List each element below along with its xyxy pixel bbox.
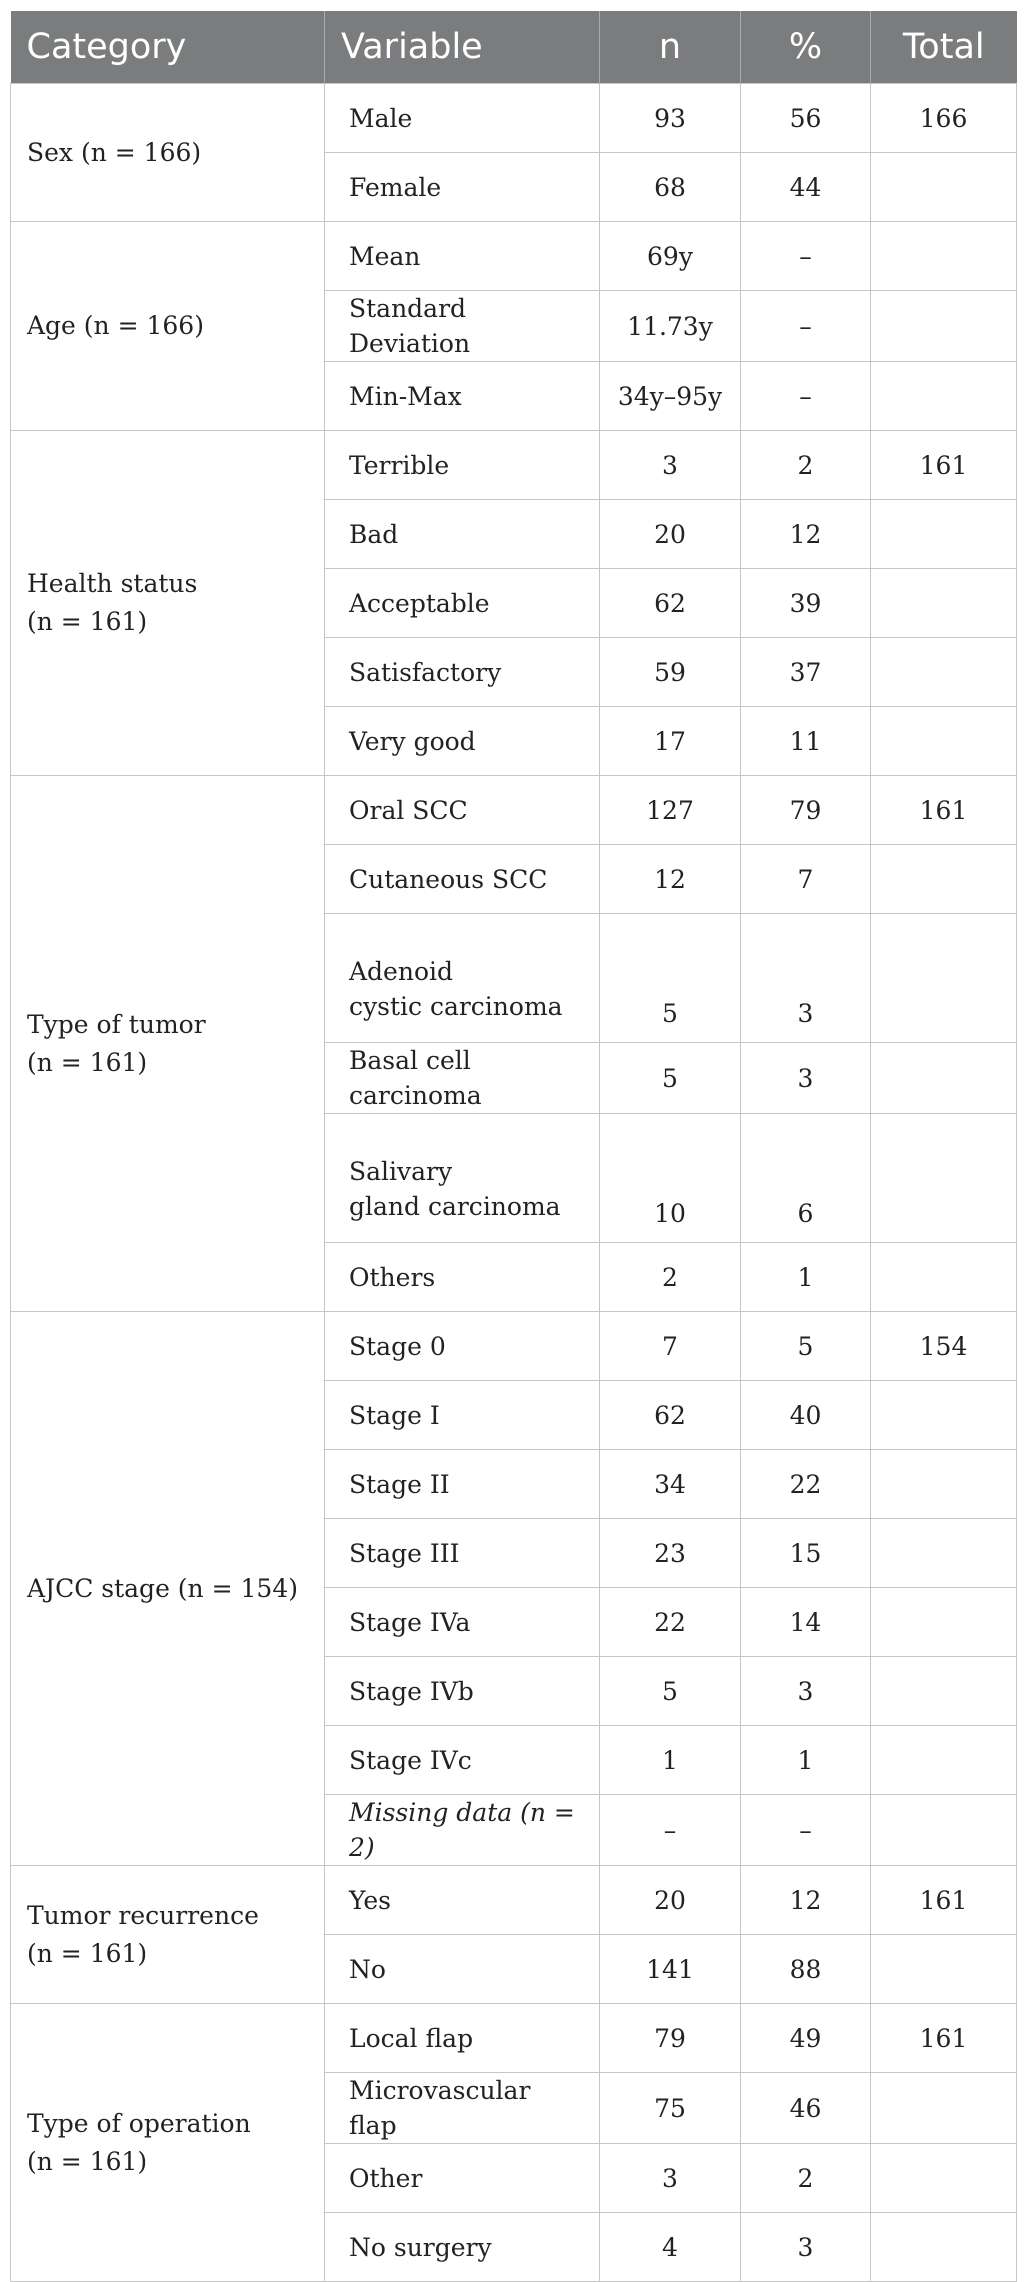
percent-cell: – bbox=[741, 1795, 871, 1866]
n-cell: 127 bbox=[600, 776, 741, 845]
total-cell bbox=[871, 707, 1017, 776]
percent-cell: 44 bbox=[741, 153, 871, 222]
total-cell: 161 bbox=[871, 1866, 1017, 1935]
variable-cell: Stage 0 bbox=[325, 1312, 600, 1381]
variable-cell: Stage IVc bbox=[325, 1726, 600, 1795]
n-cell: 20 bbox=[600, 500, 741, 569]
category-label: Type of operation bbox=[27, 2108, 251, 2138]
variable-label-line: Salivary bbox=[349, 1157, 453, 1186]
n-cell: 7 bbox=[600, 1312, 741, 1381]
category-label: AJCC stage (n = 154) bbox=[27, 1573, 298, 1603]
variable-cell: Stage IVb bbox=[325, 1657, 600, 1726]
n-cell: 10 bbox=[600, 1114, 741, 1243]
n-cell: 5 bbox=[600, 1043, 741, 1114]
total-cell bbox=[871, 1657, 1017, 1726]
total-cell bbox=[871, 845, 1017, 914]
n-cell: – bbox=[600, 1795, 741, 1866]
total-cell: 161 bbox=[871, 776, 1017, 845]
n-cell: 3 bbox=[600, 431, 741, 500]
n-cell: 5 bbox=[600, 914, 741, 1043]
header-row bbox=[11, 11, 1017, 84]
header-n: n bbox=[600, 11, 741, 84]
total-cell bbox=[871, 638, 1017, 707]
n-cell: 34y–95y bbox=[600, 362, 741, 431]
total-cell: 161 bbox=[871, 431, 1017, 500]
percent-cell: 3 bbox=[741, 1657, 871, 1726]
variable-cell: Local flap bbox=[325, 2004, 600, 2073]
total-cell bbox=[871, 569, 1017, 638]
total-cell bbox=[871, 291, 1017, 362]
variable-cell: Standard Deviation bbox=[325, 291, 600, 362]
total-cell bbox=[871, 1519, 1017, 1588]
percent-cell: 79 bbox=[741, 776, 871, 845]
total-cell bbox=[871, 1243, 1017, 1312]
category-cell bbox=[11, 84, 325, 222]
n-cell: 62 bbox=[600, 569, 741, 638]
variable-cell: Terrible bbox=[325, 431, 600, 500]
table-row bbox=[11, 1312, 1017, 1381]
n-cell: 69y bbox=[600, 222, 741, 291]
category-label: Sex (n = 166) bbox=[27, 137, 202, 167]
variable-cell: Stage IVa bbox=[325, 1588, 600, 1657]
category-cell bbox=[11, 1312, 325, 1866]
variable-cell: Bad bbox=[325, 500, 600, 569]
total-cell bbox=[871, 1726, 1017, 1795]
percent-cell: 37 bbox=[741, 638, 871, 707]
variable-cell: Acceptable bbox=[325, 569, 600, 638]
n-cell: 62 bbox=[600, 1381, 741, 1450]
total-cell bbox=[871, 1795, 1017, 1866]
header-total: Total bbox=[871, 11, 1017, 84]
variable-cell: Stage II bbox=[325, 1450, 600, 1519]
percent-cell: – bbox=[741, 362, 871, 431]
n-cell: 3 bbox=[600, 2144, 741, 2213]
percent-cell: 12 bbox=[741, 500, 871, 569]
n-cell: 59 bbox=[600, 638, 741, 707]
total-cell bbox=[871, 1588, 1017, 1657]
percent-cell: 39 bbox=[741, 569, 871, 638]
percent-cell: 5 bbox=[741, 1312, 871, 1381]
percent-cell: 12 bbox=[741, 1866, 871, 1935]
category-cell bbox=[11, 776, 325, 1312]
total-cell bbox=[871, 1043, 1017, 1114]
table-row bbox=[11, 2004, 1017, 2073]
variable-cell: Oral SCC bbox=[325, 776, 600, 845]
percent-cell: 88 bbox=[741, 1935, 871, 2004]
n-cell: 4 bbox=[600, 2213, 741, 2282]
n-cell: 79 bbox=[600, 2004, 741, 2073]
category-cell bbox=[11, 222, 325, 431]
table-row bbox=[11, 776, 1017, 845]
n-cell: 22 bbox=[600, 1588, 741, 1657]
percent-cell: 22 bbox=[741, 1450, 871, 1519]
header-category: Category bbox=[11, 11, 325, 84]
variable-cell: Missing data (n = 2) bbox=[325, 1795, 600, 1866]
table-container bbox=[10, 11, 1016, 2282]
variable-cell: Cutaneous SCC bbox=[325, 845, 600, 914]
percent-cell: – bbox=[741, 291, 871, 362]
variable-cell: Min-Max bbox=[325, 362, 600, 431]
table-row bbox=[11, 431, 1017, 500]
variable-cell: Basal cell carcinoma bbox=[325, 1043, 600, 1114]
percent-cell: 40 bbox=[741, 1381, 871, 1450]
header-variable: Variable bbox=[325, 11, 600, 84]
percent-cell: 1 bbox=[741, 1726, 871, 1795]
category-label: Tumor recurrence bbox=[27, 1900, 259, 1930]
percent-cell: 46 bbox=[741, 2073, 871, 2144]
total-cell bbox=[871, 1935, 1017, 2004]
variable-cell: Male bbox=[325, 84, 600, 153]
category-label: (n = 161) bbox=[27, 607, 148, 636]
variable-cell: Female bbox=[325, 153, 600, 222]
table-row bbox=[11, 1866, 1017, 1935]
table-body bbox=[11, 84, 1017, 2282]
n-cell: 5 bbox=[600, 1657, 741, 1726]
variable-label-line: cystic carcinoma bbox=[349, 992, 563, 1021]
table-row bbox=[11, 222, 1017, 291]
percent-cell: 3 bbox=[741, 2213, 871, 2282]
variable-cell: Other bbox=[325, 2144, 600, 2213]
variable-label-line: gland carcinoma bbox=[349, 1192, 561, 1221]
total-cell bbox=[871, 362, 1017, 431]
n-cell: 1 bbox=[600, 1726, 741, 1795]
percent-cell: 6 bbox=[741, 1114, 871, 1243]
total-cell bbox=[871, 222, 1017, 291]
percent-cell: 56 bbox=[741, 84, 871, 153]
category-label: (n = 161) bbox=[27, 1938, 148, 1968]
category-label: Type of tumor bbox=[27, 1009, 206, 1039]
percent-cell: 2 bbox=[741, 431, 871, 500]
variable-cell: Stage I bbox=[325, 1381, 600, 1450]
table-row bbox=[11, 84, 1017, 153]
n-cell: 23 bbox=[600, 1519, 741, 1588]
category-label: Age (n = 166) bbox=[27, 311, 204, 340]
variable-cell bbox=[325, 1114, 600, 1243]
percent-cell: 49 bbox=[741, 2004, 871, 2073]
n-cell: 20 bbox=[600, 1866, 741, 1935]
variable-cell: Microvascular flap bbox=[325, 2073, 600, 2144]
variable-cell: Satisfactory bbox=[325, 638, 600, 707]
category-label: Health status bbox=[27, 569, 198, 598]
variable-cell: Yes bbox=[325, 1866, 600, 1935]
n-cell: 12 bbox=[600, 845, 741, 914]
percent-cell: 14 bbox=[741, 1588, 871, 1657]
variable-cell: Very good bbox=[325, 707, 600, 776]
total-cell bbox=[871, 1381, 1017, 1450]
total-cell: 154 bbox=[871, 1312, 1017, 1381]
total-cell bbox=[871, 1114, 1017, 1243]
category-cell bbox=[11, 1866, 325, 2004]
variable-cell: No bbox=[325, 1935, 600, 2004]
total-cell: 166 bbox=[871, 84, 1017, 153]
percent-cell: – bbox=[741, 222, 871, 291]
total-cell bbox=[871, 2213, 1017, 2282]
total-cell bbox=[871, 914, 1017, 1043]
table-header bbox=[11, 11, 1017, 84]
n-cell: 11.73y bbox=[600, 291, 741, 362]
demographics-table bbox=[10, 11, 1017, 2282]
percent-cell: 7 bbox=[741, 845, 871, 914]
percent-cell: 1 bbox=[741, 1243, 871, 1312]
variable-label-line: Adenoid bbox=[349, 957, 454, 986]
category-label: (n = 161) bbox=[27, 2146, 148, 2176]
total-cell bbox=[871, 1450, 1017, 1519]
n-cell: 34 bbox=[600, 1450, 741, 1519]
total-cell bbox=[871, 2144, 1017, 2213]
n-cell: 75 bbox=[600, 2073, 741, 2144]
category-cell bbox=[11, 431, 325, 776]
category-cell bbox=[11, 2004, 325, 2282]
percent-cell: 11 bbox=[741, 707, 871, 776]
variable-cell bbox=[325, 914, 600, 1043]
n-cell: 68 bbox=[600, 153, 741, 222]
total-cell bbox=[871, 500, 1017, 569]
variable-cell: Others bbox=[325, 1243, 600, 1312]
header-percent: % bbox=[741, 11, 871, 84]
variable-cell: No surgery bbox=[325, 2213, 600, 2282]
n-cell: 141 bbox=[600, 1935, 741, 2004]
percent-cell: 2 bbox=[741, 2144, 871, 2213]
percent-cell: 15 bbox=[741, 1519, 871, 1588]
category-label: (n = 161) bbox=[27, 1047, 148, 1077]
n-cell: 2 bbox=[600, 1243, 741, 1312]
total-cell bbox=[871, 2073, 1017, 2144]
n-cell: 93 bbox=[600, 84, 741, 153]
percent-cell: 3 bbox=[741, 1043, 871, 1114]
variable-cell: Mean bbox=[325, 222, 600, 291]
total-cell: 161 bbox=[871, 2004, 1017, 2073]
total-cell bbox=[871, 153, 1017, 222]
variable-cell: Stage III bbox=[325, 1519, 600, 1588]
percent-cell: 3 bbox=[741, 914, 871, 1043]
n-cell: 17 bbox=[600, 707, 741, 776]
